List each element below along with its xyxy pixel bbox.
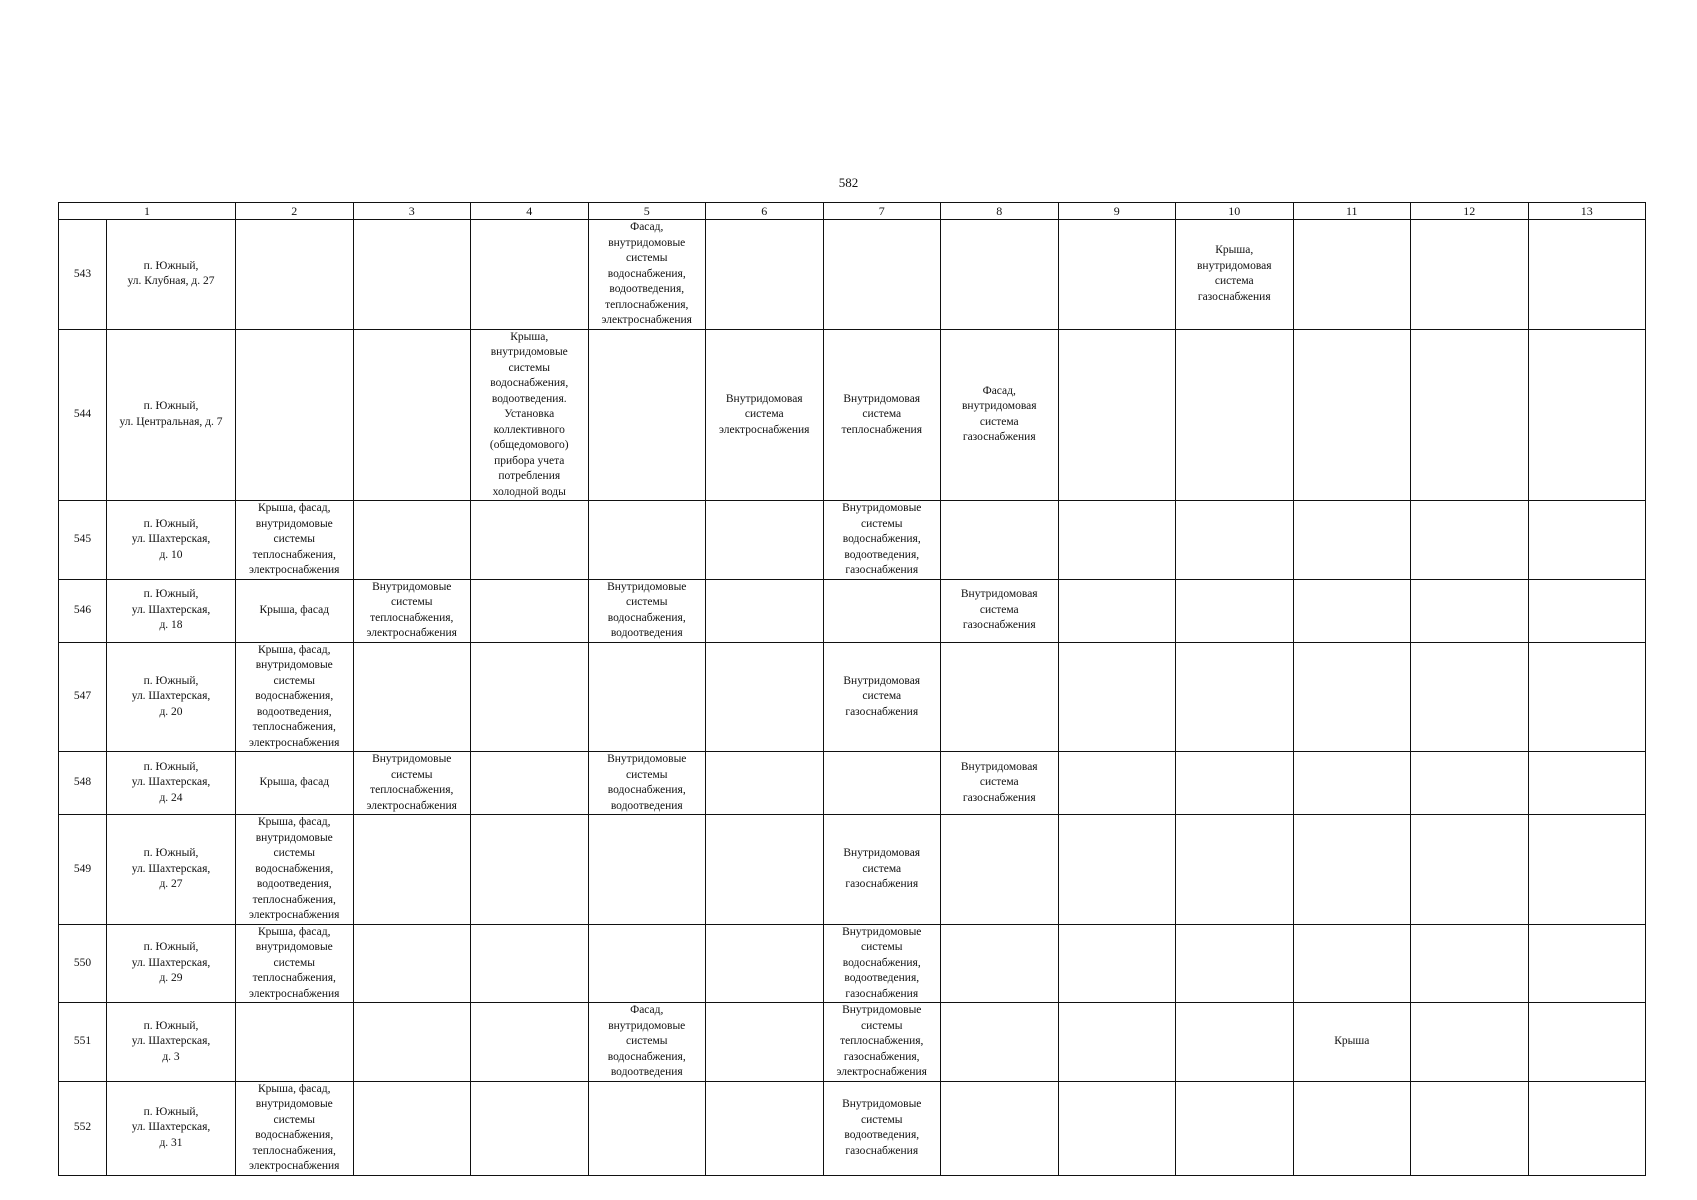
work-cell-col-12 xyxy=(1411,1003,1529,1082)
work-cell-col-6 xyxy=(706,1003,824,1082)
work-cell-col-6 xyxy=(706,501,824,580)
work-cell-col-5 xyxy=(588,815,706,925)
address-cell: п. Южный, ул. Клубная, д. 27 xyxy=(107,220,236,330)
work-cell-col-5 xyxy=(588,501,706,580)
column-header: 11 xyxy=(1293,203,1411,220)
work-cell-col-2: Крыша, фасад xyxy=(236,579,354,642)
work-cell-col-8 xyxy=(941,220,1059,330)
work-cell-col-13 xyxy=(1528,1003,1646,1082)
work-cell-col-3: Внутридомовые системы теплоснабжения, электроснабжения xyxy=(353,752,471,815)
row-number-cell: 543 xyxy=(59,220,107,330)
work-cell-col-4 xyxy=(471,501,589,580)
column-header: 9 xyxy=(1058,203,1176,220)
work-cell-col-3 xyxy=(353,924,471,1003)
work-cell-col-6 xyxy=(706,815,824,925)
row-number-cell: 545 xyxy=(59,501,107,580)
work-cell-col-10 xyxy=(1176,752,1294,815)
work-cell-col-11: Крыша xyxy=(1293,1003,1411,1082)
row-number-cell: 546 xyxy=(59,579,107,642)
work-cell-col-2: Крыша, фасад, внутридомовые системы водоснабжения, водоотведения, теплоснабжения, электроснабжения xyxy=(236,815,354,925)
work-cell-col-10: Крыша, внутридомовая система газоснабжения xyxy=(1176,220,1294,330)
work-cell-col-7: Внутридомовые системы теплоснабжения, газоснабжения, электроснабжения xyxy=(823,1003,941,1082)
work-cell-col-9 xyxy=(1058,752,1176,815)
work-cell-col-11 xyxy=(1293,501,1411,580)
work-cell-col-4 xyxy=(471,642,589,752)
work-cell-col-12 xyxy=(1411,815,1529,925)
work-cell-col-9 xyxy=(1058,815,1176,925)
work-cell-col-12 xyxy=(1411,752,1529,815)
table-row xyxy=(59,579,1646,642)
work-cell-col-2: Крыша, фасад xyxy=(236,752,354,815)
work-cell-col-11 xyxy=(1293,642,1411,752)
work-cell-col-3 xyxy=(353,329,471,501)
work-cell-col-8: Внутридомовая система газоснабжения xyxy=(941,579,1059,642)
column-header: 5 xyxy=(588,203,706,220)
work-cell-col-2: Крыша, фасад, внутридомовые системы теплоснабжения, электроснабжения xyxy=(236,924,354,1003)
work-cell-col-12 xyxy=(1411,579,1529,642)
work-cell-col-3 xyxy=(353,220,471,330)
work-cell-col-3 xyxy=(353,1081,471,1175)
work-cell-col-13 xyxy=(1528,815,1646,925)
work-cell-col-6 xyxy=(706,1081,824,1175)
column-header: 13 xyxy=(1528,203,1646,220)
address-cell: п. Южный, ул. Шахтерская, д. 20 xyxy=(107,642,236,752)
work-cell-col-12 xyxy=(1411,220,1529,330)
column-header: 7 xyxy=(823,203,941,220)
column-header: 3 xyxy=(353,203,471,220)
work-cell-col-5 xyxy=(588,1081,706,1175)
work-cell-col-12 xyxy=(1411,924,1529,1003)
work-cell-col-11 xyxy=(1293,752,1411,815)
work-cell-col-11 xyxy=(1293,924,1411,1003)
work-cell-col-9 xyxy=(1058,329,1176,501)
column-header: 4 xyxy=(471,203,589,220)
work-cell-col-4 xyxy=(471,579,589,642)
work-cell-col-4: Крыша, внутридомовые системы водоснабжения, водоотведения. Установка коллективного (общедомового) прибора учета потребления холодной воды xyxy=(471,329,589,501)
work-cell-col-3 xyxy=(353,642,471,752)
work-cell-col-10 xyxy=(1176,329,1294,501)
work-cell-col-6 xyxy=(706,924,824,1003)
row-number-cell: 548 xyxy=(59,752,107,815)
table-row xyxy=(59,220,1646,330)
repair-schedule-table xyxy=(58,202,1646,1176)
work-cell-col-10 xyxy=(1176,501,1294,580)
work-cell-col-7 xyxy=(823,752,941,815)
table-row xyxy=(59,1081,1646,1175)
column-header: 10 xyxy=(1176,203,1294,220)
work-cell-col-7: Внутридомовая система газоснабжения xyxy=(823,642,941,752)
row-number-cell: 547 xyxy=(59,642,107,752)
work-cell-col-13 xyxy=(1528,220,1646,330)
work-cell-col-9 xyxy=(1058,1003,1176,1082)
work-cell-col-11 xyxy=(1293,1081,1411,1175)
work-cell-col-8 xyxy=(941,1081,1059,1175)
address-cell: п. Южный, ул. Центральная, д. 7 xyxy=(107,329,236,501)
work-cell-col-13 xyxy=(1528,924,1646,1003)
work-cell-col-7: Внутридомовая система теплоснабжения xyxy=(823,329,941,501)
column-header: 8 xyxy=(941,203,1059,220)
page-number: 582 xyxy=(838,175,859,190)
work-cell-col-10 xyxy=(1176,579,1294,642)
column-header: 12 xyxy=(1411,203,1529,220)
address-cell: п. Южный, ул. Шахтерская, д. 24 xyxy=(107,752,236,815)
work-cell-col-8: Фасад, внутридомовая система газоснабжения xyxy=(941,329,1059,501)
work-cell-col-8 xyxy=(941,924,1059,1003)
address-cell: п. Южный, ул. Шахтерская, д. 3 xyxy=(107,1003,236,1082)
row-number-cell: 544 xyxy=(59,329,107,501)
work-cell-col-6 xyxy=(706,579,824,642)
work-cell-col-2 xyxy=(236,220,354,330)
work-cell-col-9 xyxy=(1058,642,1176,752)
work-cell-col-11 xyxy=(1293,579,1411,642)
work-cell-col-5 xyxy=(588,642,706,752)
work-cell-col-10 xyxy=(1176,1003,1294,1082)
row-number-cell: 551 xyxy=(59,1003,107,1082)
work-cell-col-4 xyxy=(471,1081,589,1175)
work-cell-col-7: Внутридомовые системы водоснабжения, водоотведения, газоснабжения xyxy=(823,924,941,1003)
work-cell-col-5 xyxy=(588,924,706,1003)
row-number-cell: 552 xyxy=(59,1081,107,1175)
table-row xyxy=(59,642,1646,752)
work-cell-col-7 xyxy=(823,220,941,330)
work-cell-col-13 xyxy=(1528,642,1646,752)
work-cell-col-9 xyxy=(1058,220,1176,330)
address-cell: п. Южный, ул. Шахтерская, д. 27 xyxy=(107,815,236,925)
work-cell-col-6 xyxy=(706,220,824,330)
address-cell: п. Южный, ул. Шахтерская, д. 29 xyxy=(107,924,236,1003)
work-cell-col-13 xyxy=(1528,329,1646,501)
column-header: 2 xyxy=(236,203,354,220)
work-cell-col-7: Внутридомовые системы водоотведения, газоснабжения xyxy=(823,1081,941,1175)
row-number-cell: 549 xyxy=(59,815,107,925)
work-cell-col-2: Крыша, фасад, внутридомовые системы теплоснабжения, электроснабжения xyxy=(236,501,354,580)
work-cell-col-4 xyxy=(471,752,589,815)
work-cell-col-9 xyxy=(1058,579,1176,642)
work-cell-col-9 xyxy=(1058,924,1176,1003)
work-cell-col-10 xyxy=(1176,642,1294,752)
work-cell-col-10 xyxy=(1176,815,1294,925)
work-cell-col-10 xyxy=(1176,1081,1294,1175)
work-cell-col-6 xyxy=(706,642,824,752)
work-cell-col-7 xyxy=(823,579,941,642)
work-cell-col-8 xyxy=(941,1003,1059,1082)
work-cell-col-12 xyxy=(1411,1081,1529,1175)
work-cell-col-12 xyxy=(1411,329,1529,501)
work-cell-col-11 xyxy=(1293,815,1411,925)
address-cell: п. Южный, ул. Шахтерская, д. 10 xyxy=(107,501,236,580)
work-cell-col-4 xyxy=(471,1003,589,1082)
work-cell-col-8 xyxy=(941,501,1059,580)
work-cell-col-7: Внутридомовые системы водоснабжения, водоотведения, газоснабжения xyxy=(823,501,941,580)
work-cell-col-13 xyxy=(1528,752,1646,815)
table-row xyxy=(59,329,1646,501)
work-cell-col-3 xyxy=(353,501,471,580)
work-cell-col-5: Внутридомовые системы водоснабжения, водоотведения xyxy=(588,579,706,642)
row-number-cell: 550 xyxy=(59,924,107,1003)
work-cell-col-8: Внутридомовая система газоснабжения xyxy=(941,752,1059,815)
column-header: 6 xyxy=(706,203,824,220)
work-cell-col-5: Фасад, внутридомовые системы водоснабжения, водоотведения xyxy=(588,1003,706,1082)
work-cell-col-7: Внутридомовая система газоснабжения xyxy=(823,815,941,925)
table-row xyxy=(59,1003,1646,1082)
work-cell-col-5 xyxy=(588,329,706,501)
work-cell-col-4 xyxy=(471,815,589,925)
address-cell: п. Южный, ул. Шахтерская, д. 18 xyxy=(107,579,236,642)
work-cell-col-12 xyxy=(1411,642,1529,752)
table-row xyxy=(59,924,1646,1003)
work-cell-col-6: Внутридомовая система электроснабжения xyxy=(706,329,824,501)
table-row xyxy=(59,815,1646,925)
work-cell-col-2: Крыша, фасад, внутридомовые системы водоснабжения, теплоснабжения, электроснабжения xyxy=(236,1081,354,1175)
work-cell-col-8 xyxy=(941,642,1059,752)
work-cell-col-5: Внутридомовые системы водоснабжения, водоотведения xyxy=(588,752,706,815)
work-cell-col-10 xyxy=(1176,924,1294,1003)
table-body xyxy=(59,220,1646,1176)
work-cell-col-3 xyxy=(353,815,471,925)
table-row xyxy=(59,752,1646,815)
table-header xyxy=(59,203,1646,220)
work-cell-col-11 xyxy=(1293,329,1411,501)
work-cell-col-9 xyxy=(1058,501,1176,580)
work-cell-col-4 xyxy=(471,924,589,1003)
work-cell-col-13 xyxy=(1528,579,1646,642)
work-cell-col-6 xyxy=(706,752,824,815)
work-cell-col-11 xyxy=(1293,220,1411,330)
work-cell-col-13 xyxy=(1528,1081,1646,1175)
address-cell: п. Южный, ул. Шахтерская, д. 31 xyxy=(107,1081,236,1175)
work-cell-col-5: Фасад, внутридомовые системы водоснабжения, водоотведения, теплоснабжения, электроснабжения xyxy=(588,220,706,330)
work-cell-col-3 xyxy=(353,1003,471,1082)
work-cell-col-2 xyxy=(236,1003,354,1082)
work-cell-col-13 xyxy=(1528,501,1646,580)
work-cell-col-9 xyxy=(1058,1081,1176,1175)
work-cell-col-2: Крыша, фасад, внутридомовые системы водоснабжения, водоотведения, теплоснабжения, электроснабжения xyxy=(236,642,354,752)
work-cell-col-12 xyxy=(1411,501,1529,580)
work-cell-col-8 xyxy=(941,815,1059,925)
work-cell-col-4 xyxy=(471,220,589,330)
table-row xyxy=(59,501,1646,580)
work-cell-col-3: Внутридомовые системы теплоснабжения, электроснабжения xyxy=(353,579,471,642)
work-cell-col-2 xyxy=(236,329,354,501)
column-header: 1 xyxy=(59,203,236,220)
